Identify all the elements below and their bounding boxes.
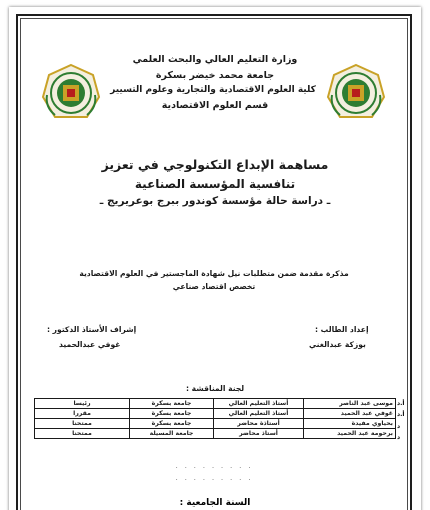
member-role: ممتحنا: [35, 419, 130, 429]
member-institution: جامعة بسكرة: [130, 419, 214, 429]
member-institution: جامعة بسكرة: [130, 409, 214, 419]
member-role: مقررا: [35, 409, 130, 419]
member-prefix: أ.د: [397, 411, 405, 419]
student-label: إعداد الطالب :: [315, 325, 369, 334]
committee-table: [34, 398, 396, 439]
memo-description: مذكرة مقدمة ضمن متطلبات نيل شهادة الماجستير في العلوم الاقتصادية: [79, 269, 349, 278]
table-row: [35, 399, 396, 409]
supervisor-label: إشراف الأستاذ الدكتور :: [47, 325, 137, 334]
committee-heading: لجنة المناقشة :: [186, 384, 245, 393]
member-prefix: أ.د: [397, 400, 405, 407]
scan-artifact: . . . . . . . . .: [175, 473, 253, 482]
scan-artifact: . . . . . . . . .: [175, 461, 253, 470]
supervisor-name: غوفي عبدالحميد: [59, 340, 121, 349]
member-name: غوفي عبد الحميد: [304, 409, 396, 419]
member-institution: جامعة المسيلة: [130, 429, 214, 439]
specialty: تخصص اقتصاد صناعي: [172, 282, 256, 291]
table-row: [35, 409, 396, 419]
table-row: [35, 429, 396, 439]
academic-year-label: السنة الجامعية :: [179, 498, 251, 508]
member-name: برحومة عبد الحميد: [304, 429, 396, 439]
member-institution: جامعة بسكرة: [130, 399, 214, 409]
faculty-name: كلية العلوم الاقتصادية والتجارية وعلوم التسيير: [110, 85, 316, 95]
case-study-subtitle: ـ دراسة حالة مؤسسة كوندور ببرج بوعريريج ـ: [99, 195, 331, 207]
department-name: قسم العلوم الاقتصادية: [161, 100, 269, 111]
member-rank: أستاذ محاضر: [214, 429, 304, 439]
thesis-title-line2: تنافسية المؤسسة الصناعية: [134, 177, 296, 191]
member-role: ممتحنا: [35, 429, 130, 439]
ministry-name: وزارة التعليم العالي والبحث العلمي: [132, 54, 298, 65]
table-row: [35, 419, 396, 429]
thesis-title: مساهمة الإبداع التكنولوجي في تعزيز: [101, 157, 329, 172]
document-page: [9, 7, 421, 510]
member-role: رئيسا: [35, 399, 130, 409]
university-logo-left: [41, 63, 101, 123]
university-logo-right: [326, 63, 386, 123]
university-name: جامعة محمد خيضر بسكرة: [155, 70, 275, 81]
member-rank: أستاذة محاضر: [214, 419, 304, 429]
member-prefix: د: [397, 434, 401, 442]
member-prefix: د: [397, 422, 401, 430]
member-prefixes: [397, 398, 421, 444]
member-rank: أستاذ التعليم العالي: [214, 399, 304, 409]
member-name: بحياوي مفيدة: [304, 419, 396, 429]
student-name: بوزكة عبدالغني: [309, 340, 366, 349]
member-name: موسى عبد الناصر: [304, 399, 396, 409]
member-rank: أستاذ التعليم العالي: [214, 409, 304, 419]
